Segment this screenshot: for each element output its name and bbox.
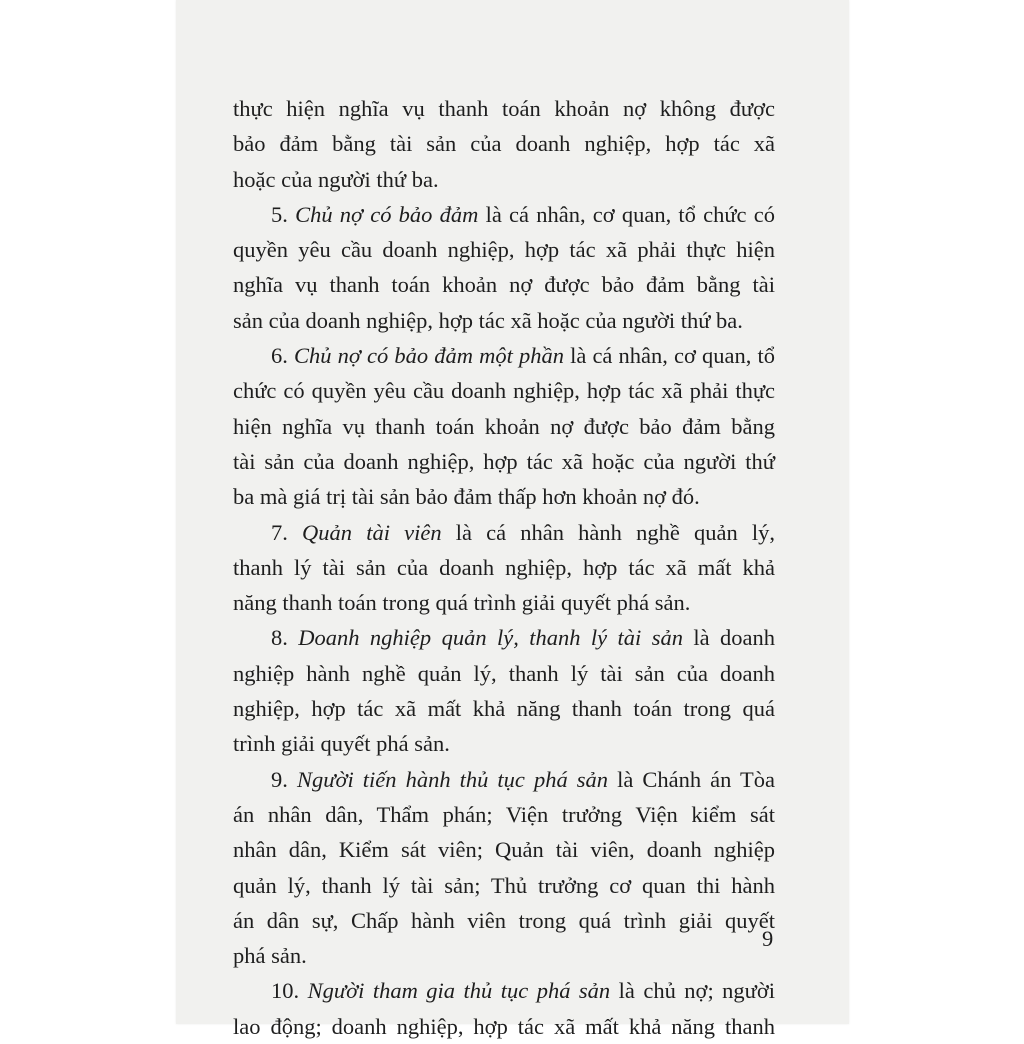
- text-line: nhân dân, Kiểm sát viên; Quản tài viên, doanh nghiệp: [233, 837, 775, 863]
- text-line: [233, 973, 775, 1008]
- defined-term: Doanh nghiệp quản lý, thanh lý tài sản: [298, 625, 683, 651]
- text-line: [233, 515, 775, 550]
- defined-term: Người tiến hành thủ tục phá sản: [296, 766, 609, 792]
- defined-term: Chủ nợ có bảo đảm: [295, 201, 479, 227]
- text-line: thực hiện nghĩa vụ thanh toán khoản nợ không được: [233, 96, 775, 121]
- item-number: 6.: [271, 343, 294, 369]
- text-line: hoặc của người thứ ba.: [233, 166, 439, 192]
- text-line: bảo đảm bằng tài sản của doanh nghiệp, hợp tác xã: [233, 131, 775, 157]
- text-line: nghiệp hành nghề quản lý, thanh lý tài sản của doanh: [233, 660, 775, 686]
- item-number: 9.: [271, 766, 297, 792]
- text-line: án dân sự, Chấp hành viên trong quá trình giải quyết: [233, 907, 775, 933]
- paragraph: [233, 762, 775, 974]
- text-line: quản lý, thanh lý tài sản; Thủ trưởng cơ quan thi hành: [233, 872, 775, 898]
- text-line: nghiệp, hợp tác xã mất khả năng thanh toán trong quá: [233, 696, 775, 722]
- defined-term: Người tham gia thủ tục phá sản: [307, 978, 611, 1004]
- text-line: hiện nghĩa vụ thanh toán khoản nợ được bảo đảm bằng: [233, 413, 775, 439]
- defined-term: Quản tài viên: [302, 519, 442, 545]
- paragraph: [233, 91, 775, 197]
- text-line: [233, 197, 775, 232]
- definition-text: là doanh: [682, 625, 775, 651]
- text-line: nghĩa vụ thanh toán khoản nợ được bảo đảm bằng tài: [233, 272, 775, 298]
- item-number: 8.: [271, 625, 299, 651]
- text-line: lao động; doanh nghiệp, hợp tác xã mất khả năng thanh: [233, 1013, 775, 1039]
- item-number: 10.: [271, 978, 308, 1004]
- text-line: tài sản của doanh nghiệp, hợp tác xã hoặc của người thứ: [233, 448, 775, 474]
- item-number: 5.: [271, 201, 296, 227]
- text-line: sản của doanh nghiệp, hợp tác xã hoặc của người thứ ba.: [233, 307, 743, 333]
- book-page: [176, 0, 849, 1039]
- item-number: 7.: [271, 519, 303, 545]
- paragraph: [233, 515, 775, 621]
- text-line: [233, 762, 775, 797]
- text-line: thanh lý tài sản của doanh nghiệp, hợp tác xã mất khả: [233, 554, 775, 580]
- definition-text: là cá nhân, cơ quan, tổ: [563, 343, 775, 369]
- definition-text: là cá nhân, cơ quan, tổ chức có: [478, 201, 775, 227]
- page-number: 9: [762, 926, 774, 951]
- text-line: phá sản.: [233, 943, 307, 969]
- text-line: án nhân dân, Thẩm phán; Viện trưởng Viện kiểm sát: [233, 801, 775, 827]
- text-line: năng thanh toán trong quá trình giải quyết phá sản.: [233, 590, 691, 616]
- definition-text: là cá nhân hành nghề quản lý,: [441, 519, 775, 545]
- text-line: trình giải quyết phá sản.: [233, 731, 450, 757]
- defined-term: Chủ nợ có bảo đảm một phần: [294, 343, 564, 369]
- text-line: [233, 338, 775, 373]
- paragraph: [233, 620, 775, 761]
- paragraph: [233, 197, 775, 338]
- paragraph: [233, 973, 775, 1044]
- page-body-text: [233, 91, 775, 1044]
- text-line: chức có quyền yêu cầu doanh nghiệp, hợp tác xã phải thực: [233, 378, 775, 404]
- definition-text: là chủ nợ; người: [610, 978, 775, 1004]
- text-line: ba mà giá trị tài sản bảo đảm thấp hơn khoản nợ đó.: [233, 484, 700, 510]
- text-line: [233, 620, 775, 655]
- definition-text: là Chánh án Tòa: [608, 766, 776, 792]
- paragraph: [233, 338, 775, 514]
- text-line: quyền yêu cầu doanh nghiệp, hợp tác xã phải thực hiện: [233, 237, 775, 263]
